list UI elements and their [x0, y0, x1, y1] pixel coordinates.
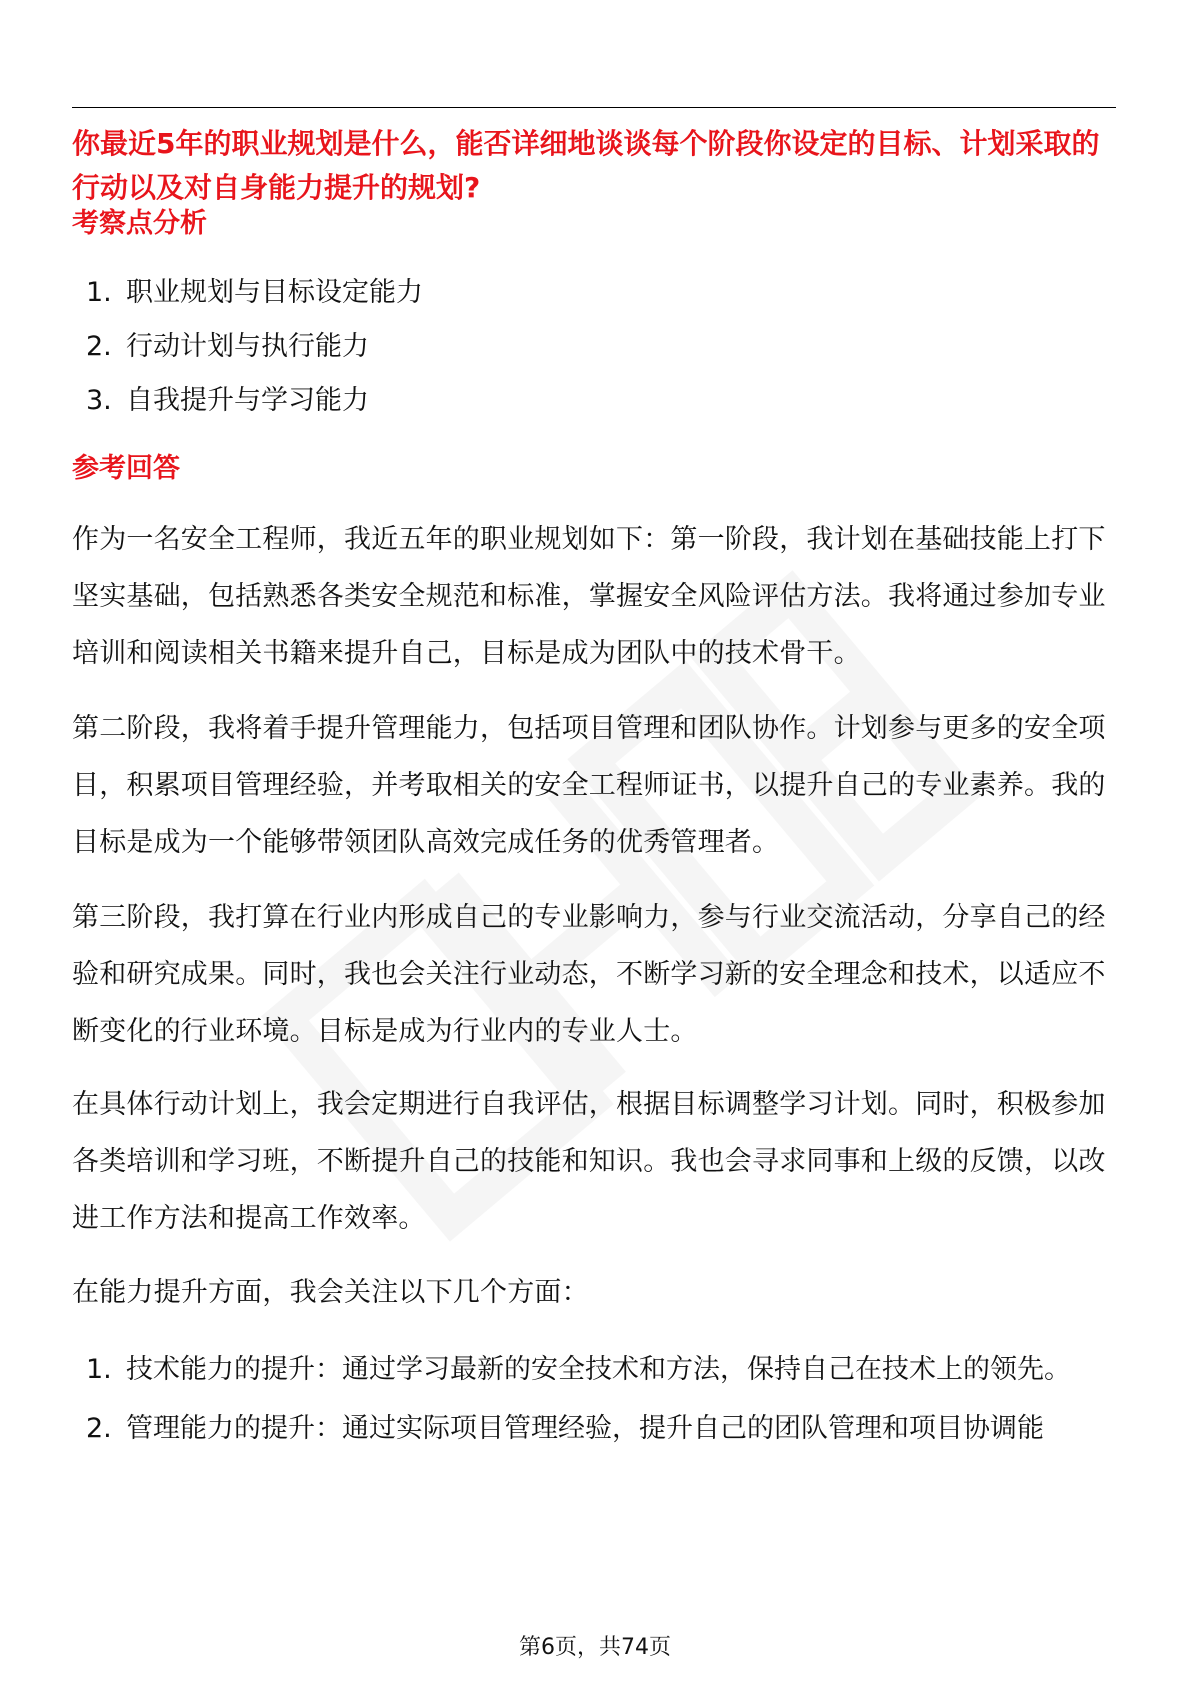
answer-paragraph: 第二阶段，我将着手提升管理能力，包括项目管理和团队协作。计划参与更多的安全项目，积累项目管理经验，并考取相关的安全工程师证书，以提升自己的专业素养。我的目标是成为一个能够带领团队高效完成任务的优秀管理者。	[72, 713, 1106, 858]
analysis-list	[72, 273, 1122, 421]
question-title: 你最近5年的职业规划是什么，能否详细地谈谈每个阶段你设定的目标、计划采取的行动以及对自身能力提升的规划?	[72, 127, 1100, 204]
list-item-number: 1.	[86, 1354, 112, 1385]
list-item	[72, 1343, 1122, 1396]
top-rule	[72, 107, 1116, 108]
answer-paragraph: 在能力提升方面，我会关注以下几个方面：	[72, 1277, 589, 1308]
list-item-number: 1.	[86, 277, 112, 308]
list-item	[72, 327, 1122, 367]
page-number: 第6页，共74页	[519, 1635, 671, 1660]
list-item-number: 2.	[86, 331, 112, 362]
answer-paragraph: 在具体行动计划上，我会定期进行自我评估，根据目标调整学习计划。同时，积极参加各类培训和学习班，不断提升自己的技能和知识。我也会寻求同事和上级的反馈，以改进工作方法和提高工作效率。	[72, 1089, 1106, 1234]
ability-list	[72, 1343, 1122, 1455]
list-item	[72, 1402, 1122, 1455]
answer-paragraph: 作为一名安全工程师，我近五年的职业规划如下：第一阶段，我计划在基础技能上打下坚实基础，包括熟悉各类安全规范和标准，掌握安全风险评估方法。我将通过参加专业培训和阅读相关书籍来提升自己，目标是成为团队中的技术骨干。	[72, 524, 1106, 669]
answer-paragraph: 第三阶段，我打算在行业内形成自己的专业影响力，参与行业交流活动，分享自己的经验和研究成果。同时，我也会关注行业动态，不断学习新的安全理念和技术，以适应不断变化的行业环境。目标是成为行业内的专业人士。	[72, 902, 1106, 1047]
list-item-text: 行动计划与执行能力	[126, 331, 369, 362]
list-item-text: 自我提升与学习能力	[126, 385, 369, 416]
list-item-text: 职业规划与目标设定能力	[126, 277, 423, 308]
analysis-heading: 考察点分析	[72, 208, 207, 239]
list-item	[72, 273, 1122, 313]
answer-heading: 参考回答	[72, 453, 180, 484]
list-item-number: 3.	[86, 385, 112, 416]
list-item-text: 管理能力的提升：通过实际项目管理经验，提升自己的团队管理和项目协调能	[126, 1413, 1044, 1444]
list-item-text: 技术能力的提升：通过学习最新的安全技术和方法，保持自己在技术上的领先。	[126, 1354, 1071, 1385]
list-item-number: 2.	[86, 1413, 112, 1444]
list-item	[72, 381, 1122, 421]
